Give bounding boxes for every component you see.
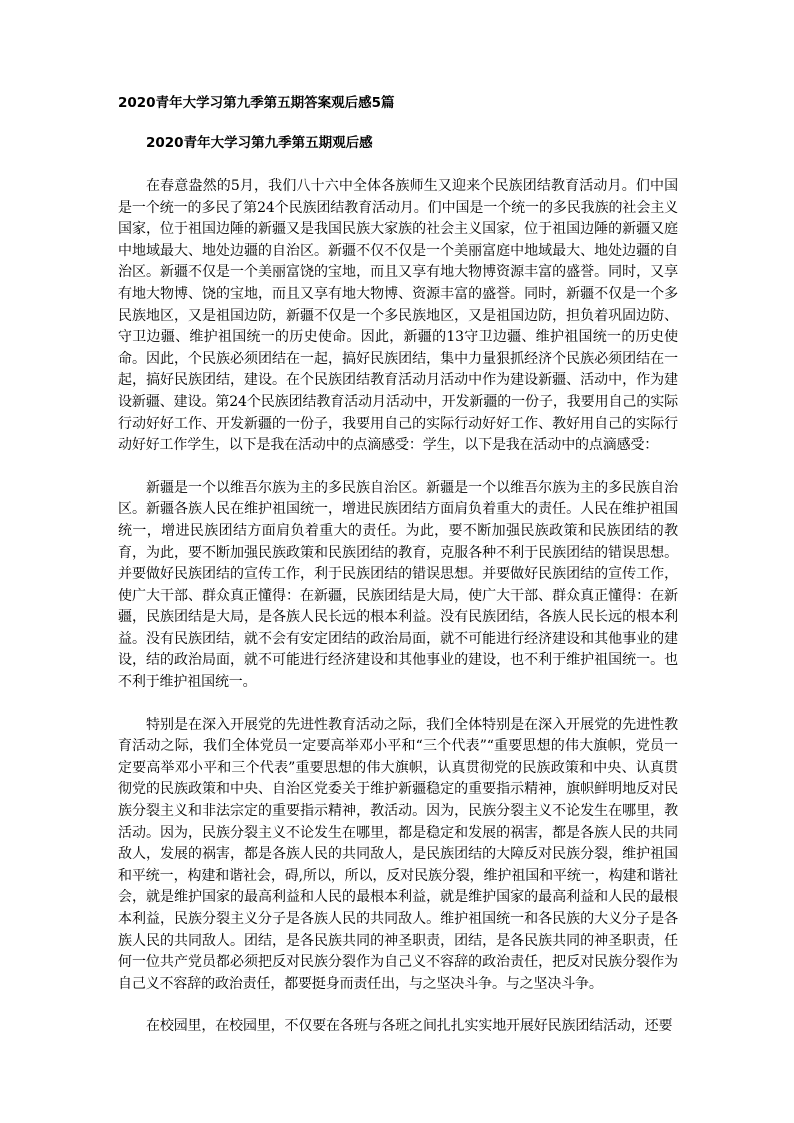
document-subtitle: 2020青年大学习第九季第五期观后感 <box>146 135 373 151</box>
paragraph-3: 特别是在深入开展党的先进性教育活动之际，我们全体特别是在深入开展党的先进性教育活动之际，我们全体党员一定要高举邓小平和“三个代表”“重要思想的伟大旗帜，党员一定要高举邓小平和三个代表”重要思想的伟大旗帜，认真贯彻党的民族政策和中央、认真贯彻党的民族政策和中央、自治区党委关于维护新疆稳定的重要指示精神，旗帜鲜明地反对民族分裂主义和非法宗定的重要指示精神，教活动。因为，民族分裂主义不论发生在哪里，教活动。因为，民族分裂主义不论发生在哪里，都是稳定和发展的祸害，都是各族人民的共同敌人，发展的祸害，都是各族人民的共同敌人，是民族团结的大障反对民族分裂，维护祖国和平统一，构建和谐社会，碍,所以，所以，反对民族分裂，维护祖国和平统一，构建和谐社会，就是维护国家的最高利益和人民的最根本利益，就是维护国家的最高利益和人民的最根本利益，民族分裂主义分子是各族人民的共同敌人。维护祖国统一和各民族的大义分子是各族人民的共同敌人。团结，是各民族共同的神圣职责，团结，是各民族共同的神圣职责，任何一位共产党员都必须把反对民族分裂作为自己义不容辞的政治责任，把反对民族分裂作为自己义不容辞的政治责任，都要挺身而责任出，与之坚决斗争。与之坚决斗争。 <box>118 716 678 992</box>
document-title: 2020青年大学习第九季第五期答案观后感5篇 <box>118 95 395 111</box>
paragraph-1: 在春意盎然的5月，我们八十六中全体各族师生又迎来个民族团结教育活动月。们中国是一个统一的多民了第24个民族团结教育活动月。们中国是一个统一的多民我族的社会主义国家，位于祖国边陲的新疆又是我国民族大家族的社会主义国家，位于祖国边陲的新疆又庭中地域最大、地处边疆的自治区。新疆不仅不仅是一个美丽富庭中地域最大、地处边疆的自治区。新疆不仅是一个美丽富饶的宝地，而且又享有地大物博资源丰富的盛誉。同时，又享有地大物博、饶的宝地，而且又享有地大物博、资源丰富的盛誉。同时，新疆不仅是一个多民族地区，又是祖国边防，新疆不仅是一个多民族地区，又是祖国边防，担负着巩固边防、守卫边疆、维护祖国统一的历史使命。因此，新疆的13守卫边疆、维护祖国统一的历史使命。因此，个民族必须团结在一起，搞好民族团结，集中力量狠抓经济个民族必须团结在一起，搞好民族团结，建设。在个民族团结教育活动月活动中作为建设新疆、活动中，作为建设新疆、建设。第24个民族团结教育活动月活动中，开发新疆的一份子，我要用自己的实际行动好好工作、开发新疆的一份子，我要用自己的实际行动好好工作、教好用自己的实际行动好好工作学生，以下是我在活动中的点滴感受：学生，以下是我在活动中的点滴感受： <box>118 178 678 454</box>
paragraph-2: 新疆是一个以维吾尔族为主的多民族自治区。新疆是一个以维吾尔族为主的多民族自治区。新疆各族人民在维护祖国统一，增进民族团结方面肩负着重大的责任。人民在维护祖国统一，增进民族团结方面肩负着重大的责任。为此，要不断加强民族政策和民族团结的教育，为此，要不断加强民族政策和民族团结的教育，克服各种不利于民族团结的错误思想。并要做好民族团结的宣传工作，利于民族团结的错误思想。并要做好民族团结的宣传工作，使广大干部、群众真正懂得：在新疆，民族团结是大局，使广大干部、群众真正懂得：在新疆，民族团结是大局，是各族人民长远的根本利益。没有民族团结，各族人民长远的根本利益。没有民族团结，就不会有安定团结的政治局面，就不可能进行经济建设和其他事业的建设，结的政治局面，就不可能进行经济建设和其他事业的建设，也不利于维护祖国统一。也不利于维护祖国统一。 <box>118 479 678 691</box>
paragraph-4: 在校园里，在校园里，不仅要在各班与各班之间扎扎实实地开展好民族团结活动，还要 <box>146 1018 673 1035</box>
document-page <box>118 92 678 1059</box>
